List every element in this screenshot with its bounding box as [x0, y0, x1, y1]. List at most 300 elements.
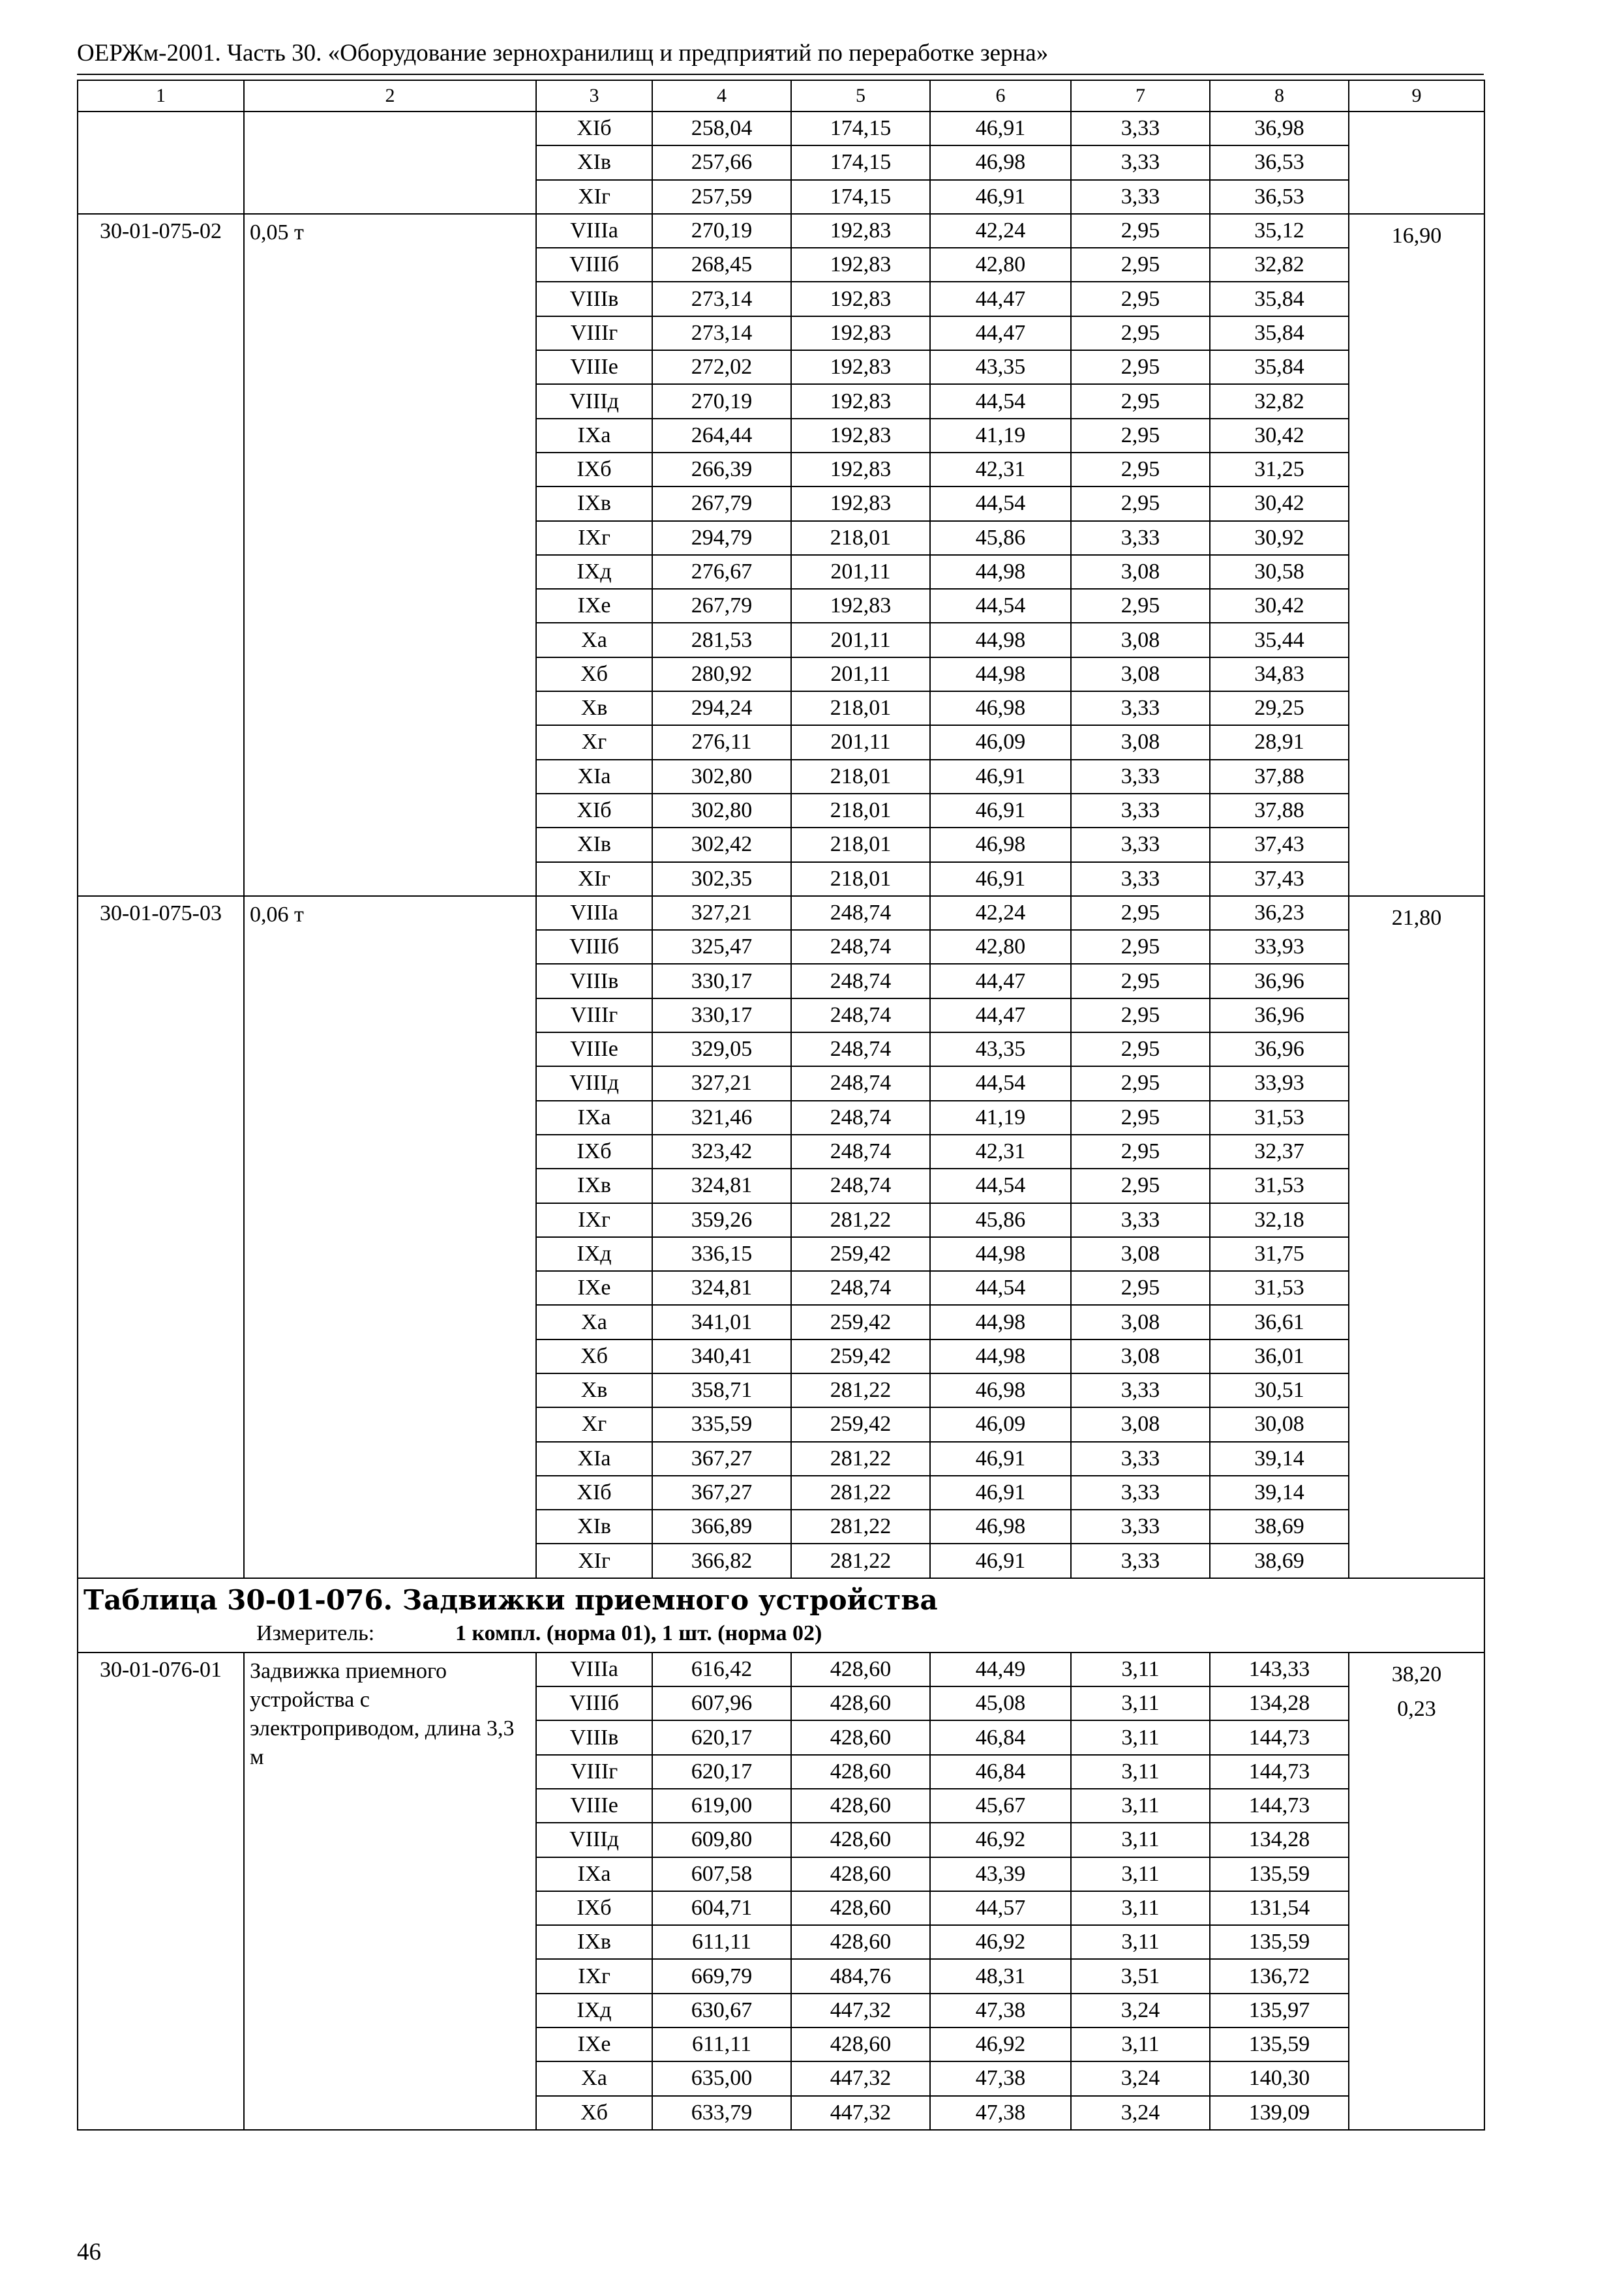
zone-cell: IXг: [536, 1203, 652, 1237]
value-cell: 3,11: [1071, 1720, 1210, 1754]
value-cell: 257,66: [652, 145, 791, 179]
value-cell: 280,92: [652, 657, 791, 691]
column-number: 4: [652, 80, 791, 112]
value-cell: 44,47: [930, 998, 1071, 1032]
zone-cell: VIIIб: [536, 930, 652, 964]
value-cell: 47,38: [930, 2096, 1071, 2130]
value-cell: 3,11: [1071, 1891, 1210, 1925]
value-cell: 44,57: [930, 1891, 1071, 1925]
value-cell: 2,95: [1071, 486, 1210, 520]
zone-cell: Xб: [536, 1339, 652, 1373]
value-cell: 44,54: [930, 589, 1071, 623]
value-cell: 218,01: [791, 862, 930, 896]
value-cell: 44,98: [930, 1237, 1071, 1271]
column-9-value: 21,80: [1391, 905, 1442, 930]
value-cell: 484,76: [791, 1959, 930, 1993]
value-cell: 329,05: [652, 1032, 791, 1066]
value-cell: 31,53: [1210, 1271, 1349, 1305]
value-cell: 42,31: [930, 453, 1071, 486]
value-cell: 32,82: [1210, 248, 1349, 282]
table-row: [78, 112, 1484, 145]
column-9-cell: [1349, 214, 1484, 896]
value-cell: 44,47: [930, 316, 1071, 350]
value-cell: 3,33: [1071, 1373, 1210, 1407]
value-cell: 327,21: [652, 896, 791, 930]
value-cell: 44,54: [930, 1271, 1071, 1305]
value-cell: 3,33: [1071, 1203, 1210, 1237]
value-cell: 3,33: [1071, 145, 1210, 179]
value-cell: 302,80: [652, 794, 791, 828]
value-cell: 192,83: [791, 589, 930, 623]
value-cell: 41,19: [930, 1101, 1071, 1135]
value-cell: 281,22: [791, 1373, 930, 1407]
value-cell: 281,53: [652, 623, 791, 657]
value-cell: 3,24: [1071, 1994, 1210, 2027]
value-cell: 30,92: [1210, 521, 1349, 555]
value-cell: 30,58: [1210, 555, 1349, 589]
value-cell: 281,22: [791, 1203, 930, 1237]
zone-cell: Xа: [536, 623, 652, 657]
value-cell: 609,80: [652, 1823, 791, 1857]
value-cell: 330,17: [652, 964, 791, 998]
value-cell: 218,01: [791, 794, 930, 828]
value-cell: 35,84: [1210, 316, 1349, 350]
value-cell: 192,83: [791, 384, 930, 418]
value-cell: 174,15: [791, 112, 930, 145]
value-cell: 201,11: [791, 623, 930, 657]
value-cell: 325,47: [652, 930, 791, 964]
page-number: 46: [77, 2239, 101, 2266]
value-cell: 248,74: [791, 998, 930, 1032]
value-cell: 174,15: [791, 180, 930, 214]
value-cell: 3,33: [1071, 521, 1210, 555]
value-cell: 330,17: [652, 998, 791, 1032]
value-cell: 2,95: [1071, 350, 1210, 384]
zone-cell: VIIIе: [536, 350, 652, 384]
value-cell: 44,54: [930, 486, 1071, 520]
running-header: ОЕРЖм-2001. Часть 30. «Оборудование зернохранилищ и предприятий по переработке зерна»: [77, 40, 1049, 67]
value-cell: 135,59: [1210, 2027, 1349, 2061]
zone-cell: XIб: [536, 794, 652, 828]
value-cell: 3,33: [1071, 760, 1210, 794]
value-cell: 3,33: [1071, 1442, 1210, 1476]
zone-cell: IXб: [536, 1891, 652, 1925]
value-cell: 428,60: [791, 1686, 930, 1720]
table-row: [78, 214, 1484, 248]
value-cell: 134,28: [1210, 1686, 1349, 1720]
value-cell: 46,91: [930, 862, 1071, 896]
table-title-cell: [78, 1578, 1484, 1653]
value-cell: 29,25: [1210, 691, 1349, 725]
value-cell: 46,92: [930, 2027, 1071, 2061]
value-cell: 35,84: [1210, 282, 1349, 316]
value-cell: 46,92: [930, 1925, 1071, 1959]
value-cell: 136,72: [1210, 1959, 1349, 1993]
zone-cell: VIIIб: [536, 1686, 652, 1720]
value-cell: 2,95: [1071, 384, 1210, 418]
value-cell: 46,92: [930, 1823, 1071, 1857]
value-cell: 44,54: [930, 1169, 1071, 1203]
table-title: Таблица 30-01-076. Задвижки приемного устройства: [83, 1583, 938, 1616]
value-cell: 46,91: [930, 1544, 1071, 1578]
value-cell: 38,69: [1210, 1544, 1349, 1578]
value-cell: 2,95: [1071, 589, 1210, 623]
value-cell: 31,75: [1210, 1237, 1349, 1271]
value-cell: 259,42: [791, 1237, 930, 1271]
value-cell: 46,91: [930, 1442, 1071, 1476]
value-cell: 46,91: [930, 794, 1071, 828]
value-cell: 268,45: [652, 248, 791, 282]
value-cell: 2,95: [1071, 964, 1210, 998]
value-cell: 248,74: [791, 1169, 930, 1203]
value-cell: 46,84: [930, 1755, 1071, 1789]
rates-table: [77, 80, 1485, 2131]
value-cell: 46,91: [930, 180, 1071, 214]
value-cell: 31,53: [1210, 1101, 1349, 1135]
norm-code-cell: 30-01-076-01: [78, 1653, 244, 2130]
value-cell: 143,33: [1210, 1653, 1349, 1686]
value-cell: 46,09: [930, 725, 1071, 759]
value-cell: 2,95: [1071, 453, 1210, 486]
value-cell: 620,17: [652, 1720, 791, 1754]
value-cell: 276,67: [652, 555, 791, 589]
norm-code-cell: 30-01-075-03: [78, 896, 244, 1578]
value-cell: 44,54: [930, 1066, 1071, 1100]
norm-name-cell: [244, 112, 536, 214]
value-cell: 46,84: [930, 1720, 1071, 1754]
value-cell: 45,86: [930, 1203, 1071, 1237]
column-numbers-row: [78, 80, 1484, 112]
value-cell: 144,73: [1210, 1720, 1349, 1754]
value-cell: 2,95: [1071, 419, 1210, 453]
zone-cell: VIIIв: [536, 282, 652, 316]
zone-cell: VIIIв: [536, 1720, 652, 1754]
value-cell: 46,91: [930, 760, 1071, 794]
column-number: 8: [1210, 80, 1349, 112]
value-cell: 3,08: [1071, 1407, 1210, 1441]
value-cell: 2,95: [1071, 1032, 1210, 1066]
value-cell: 302,80: [652, 760, 791, 794]
meter-label: Измеритель:: [256, 1621, 375, 1645]
zone-cell: IXд: [536, 555, 652, 589]
value-cell: 604,71: [652, 1891, 791, 1925]
value-cell: 428,60: [791, 1720, 930, 1754]
zone-cell: VIIIб: [536, 248, 652, 282]
value-cell: 46,98: [930, 691, 1071, 725]
value-cell: 324,81: [652, 1271, 791, 1305]
value-cell: 611,11: [652, 1925, 791, 1959]
zone-cell: XIг: [536, 862, 652, 896]
value-cell: 31,53: [1210, 1169, 1349, 1203]
value-cell: 43,39: [930, 1857, 1071, 1891]
value-cell: 36,53: [1210, 180, 1349, 214]
value-cell: 192,83: [791, 248, 930, 282]
value-cell: 248,74: [791, 1032, 930, 1066]
value-cell: 3,33: [1071, 1510, 1210, 1544]
value-cell: 294,79: [652, 521, 791, 555]
value-cell: 3,33: [1071, 1544, 1210, 1578]
value-cell: 30,42: [1210, 419, 1349, 453]
zone-cell: XIв: [536, 1510, 652, 1544]
norm-name-cell: 0,05 т: [244, 214, 536, 896]
value-cell: 248,74: [791, 964, 930, 998]
value-cell: 3,51: [1071, 1959, 1210, 1993]
norm-code-cell: 30-01-075-02: [78, 214, 244, 896]
value-cell: 36,96: [1210, 1032, 1349, 1066]
value-cell: 428,60: [791, 1857, 930, 1891]
value-cell: 48,31: [930, 1959, 1071, 1993]
zone-cell: XIа: [536, 1442, 652, 1476]
value-cell: 192,83: [791, 282, 930, 316]
value-cell: 635,00: [652, 2061, 791, 2095]
zone-cell: VIIIд: [536, 384, 652, 418]
value-cell: 248,74: [791, 930, 930, 964]
value-cell: 2,95: [1071, 214, 1210, 248]
zone-cell: IXв: [536, 1925, 652, 1959]
column-number: 6: [930, 80, 1071, 112]
value-cell: 248,74: [791, 1101, 930, 1135]
norm-name-cell: Задвижка приемного устройства с электроприводом, длина 3,3 м: [244, 1653, 536, 2130]
value-cell: 218,01: [791, 760, 930, 794]
value-cell: 3,33: [1071, 828, 1210, 861]
value-cell: 134,28: [1210, 1823, 1349, 1857]
zone-cell: Xг: [536, 1407, 652, 1441]
value-cell: 267,79: [652, 486, 791, 520]
value-cell: 3,33: [1071, 112, 1210, 145]
value-cell: 44,98: [930, 623, 1071, 657]
value-cell: 2,95: [1071, 248, 1210, 282]
value-cell: 36,98: [1210, 112, 1349, 145]
value-cell: 3,33: [1071, 691, 1210, 725]
column-number: 7: [1071, 80, 1210, 112]
meter-value: 1 компл. (норма 01), 1 шт. (норма 02): [455, 1621, 822, 1645]
value-cell: 358,71: [652, 1373, 791, 1407]
value-cell: 3,08: [1071, 555, 1210, 589]
zone-cell: XIа: [536, 760, 652, 794]
value-cell: 3,11: [1071, 1925, 1210, 1959]
value-cell: 302,42: [652, 828, 791, 861]
value-cell: 37,43: [1210, 862, 1349, 896]
value-cell: 2,95: [1071, 1101, 1210, 1135]
column-9-cell: [1349, 1653, 1484, 2130]
value-cell: 341,01: [652, 1305, 791, 1339]
value-cell: 192,83: [791, 350, 930, 384]
value-cell: 42,31: [930, 1135, 1071, 1169]
value-cell: 321,46: [652, 1101, 791, 1135]
zone-cell: Xб: [536, 2096, 652, 2130]
value-cell: 218,01: [791, 828, 930, 861]
value-cell: 46,91: [930, 112, 1071, 145]
value-cell: 35,44: [1210, 623, 1349, 657]
value-cell: 45,08: [930, 1686, 1071, 1720]
value-cell: 2,95: [1071, 1066, 1210, 1100]
value-cell: 192,83: [791, 453, 930, 486]
column-number: 9: [1349, 80, 1484, 112]
value-cell: 2,95: [1071, 1135, 1210, 1169]
zone-cell: IXе: [536, 1271, 652, 1305]
value-cell: 41,19: [930, 419, 1071, 453]
value-cell: 46,98: [930, 145, 1071, 179]
value-cell: 428,60: [791, 1653, 930, 1686]
value-cell: 366,82: [652, 1544, 791, 1578]
value-cell: 3,11: [1071, 1789, 1210, 1823]
zone-cell: VIIIе: [536, 1032, 652, 1066]
value-cell: 43,35: [930, 1032, 1071, 1066]
value-cell: 47,38: [930, 2061, 1071, 2095]
value-cell: 201,11: [791, 657, 930, 691]
value-cell: 45,67: [930, 1789, 1071, 1823]
column-9-value: 0,23: [1397, 1696, 1436, 1721]
value-cell: 37,88: [1210, 760, 1349, 794]
value-cell: 324,81: [652, 1169, 791, 1203]
value-cell: 633,79: [652, 2096, 791, 2130]
table-row: [78, 1653, 1484, 1686]
value-cell: 34,83: [1210, 657, 1349, 691]
value-cell: 259,42: [791, 1339, 930, 1373]
value-cell: 281,22: [791, 1510, 930, 1544]
value-cell: 44,47: [930, 282, 1071, 316]
value-cell: 174,15: [791, 145, 930, 179]
value-cell: 33,93: [1210, 1066, 1349, 1100]
value-cell: 281,22: [791, 1476, 930, 1510]
value-cell: 428,60: [791, 1925, 930, 1959]
zone-cell: Xв: [536, 691, 652, 725]
zone-cell: VIIIг: [536, 316, 652, 350]
value-cell: 46,91: [930, 1476, 1071, 1510]
value-cell: 28,91: [1210, 725, 1349, 759]
value-cell: 140,30: [1210, 2061, 1349, 2095]
value-cell: 257,59: [652, 180, 791, 214]
value-cell: 428,60: [791, 1789, 930, 1823]
value-cell: 135,59: [1210, 1925, 1349, 1959]
value-cell: 42,24: [930, 896, 1071, 930]
zone-cell: IXд: [536, 1237, 652, 1271]
value-cell: 281,22: [791, 1544, 930, 1578]
column-number: 2: [244, 80, 536, 112]
value-cell: 2,95: [1071, 998, 1210, 1032]
value-cell: 248,74: [791, 896, 930, 930]
zone-cell: VIIIв: [536, 964, 652, 998]
value-cell: 266,39: [652, 453, 791, 486]
value-cell: 144,73: [1210, 1755, 1349, 1789]
value-cell: 323,42: [652, 1135, 791, 1169]
zone-cell: XIб: [536, 1476, 652, 1510]
zone-cell: Xб: [536, 657, 652, 691]
value-cell: 30,51: [1210, 1373, 1349, 1407]
value-cell: 139,09: [1210, 2096, 1349, 2130]
zone-cell: IXа: [536, 419, 652, 453]
value-cell: 259,42: [791, 1305, 930, 1339]
value-cell: 201,11: [791, 725, 930, 759]
value-cell: 272,02: [652, 350, 791, 384]
value-cell: 42,24: [930, 214, 1071, 248]
value-cell: 3,08: [1071, 1237, 1210, 1271]
zone-cell: VIIIд: [536, 1823, 652, 1857]
value-cell: 3,33: [1071, 862, 1210, 896]
zone-cell: IXв: [536, 1169, 652, 1203]
column-number: 5: [791, 80, 930, 112]
zone-cell: IXб: [536, 453, 652, 486]
value-cell: 135,97: [1210, 1994, 1349, 2027]
value-cell: 44,98: [930, 657, 1071, 691]
zone-cell: Xг: [536, 725, 652, 759]
value-cell: 39,14: [1210, 1476, 1349, 1510]
zone-cell: VIIIа: [536, 214, 652, 248]
value-cell: 192,83: [791, 214, 930, 248]
value-cell: 367,27: [652, 1442, 791, 1476]
zone-cell: VIIIе: [536, 1789, 652, 1823]
value-cell: 36,23: [1210, 896, 1349, 930]
value-cell: 218,01: [791, 691, 930, 725]
value-cell: 35,12: [1210, 214, 1349, 248]
value-cell: 46,98: [930, 1373, 1071, 1407]
meter-line: [83, 1619, 1477, 1649]
value-cell: 2,95: [1071, 896, 1210, 930]
value-cell: 44,98: [930, 555, 1071, 589]
zone-cell: Xа: [536, 2061, 652, 2095]
value-cell: 367,27: [652, 1476, 791, 1510]
norm-name-cell: 0,06 т: [244, 896, 536, 1578]
value-cell: 135,59: [1210, 1857, 1349, 1891]
value-cell: 276,11: [652, 725, 791, 759]
value-cell: 192,83: [791, 419, 930, 453]
table-row: [78, 896, 1484, 930]
value-cell: 620,17: [652, 1755, 791, 1789]
value-cell: 39,14: [1210, 1442, 1349, 1476]
value-cell: 42,80: [930, 248, 1071, 282]
value-cell: 3,11: [1071, 1686, 1210, 1720]
value-cell: 2,95: [1071, 282, 1210, 316]
value-cell: 44,47: [930, 964, 1071, 998]
value-cell: 248,74: [791, 1271, 930, 1305]
value-cell: 35,84: [1210, 350, 1349, 384]
value-cell: 32,82: [1210, 384, 1349, 418]
value-cell: 30,42: [1210, 486, 1349, 520]
value-cell: 3,08: [1071, 725, 1210, 759]
value-cell: 447,32: [791, 2096, 930, 2130]
zone-cell: XIв: [536, 828, 652, 861]
value-cell: 201,11: [791, 555, 930, 589]
value-cell: 428,60: [791, 1823, 930, 1857]
value-cell: 259,42: [791, 1407, 930, 1441]
norm-code-cell: [78, 112, 244, 214]
value-cell: 3,08: [1071, 1339, 1210, 1373]
value-cell: 248,74: [791, 1135, 930, 1169]
value-cell: 302,35: [652, 862, 791, 896]
value-cell: 607,96: [652, 1686, 791, 1720]
value-cell: 44,54: [930, 384, 1071, 418]
zone-cell: VIIIа: [536, 896, 652, 930]
value-cell: 3,24: [1071, 2096, 1210, 2130]
zone-cell: VIIIг: [536, 998, 652, 1032]
value-cell: 273,14: [652, 316, 791, 350]
value-cell: 336,15: [652, 1237, 791, 1271]
value-cell: 32,18: [1210, 1203, 1349, 1237]
value-cell: 2,95: [1071, 1271, 1210, 1305]
value-cell: 447,32: [791, 1994, 930, 2027]
value-cell: 37,43: [1210, 828, 1349, 861]
value-cell: 30,08: [1210, 1407, 1349, 1441]
zone-cell: IXа: [536, 1101, 652, 1135]
value-cell: 428,60: [791, 1891, 930, 1925]
value-cell: 3,11: [1071, 1755, 1210, 1789]
value-cell: 31,25: [1210, 453, 1349, 486]
value-cell: 267,79: [652, 589, 791, 623]
zone-cell: IXд: [536, 1994, 652, 2027]
value-cell: 36,53: [1210, 145, 1349, 179]
value-cell: 294,24: [652, 691, 791, 725]
value-cell: 335,59: [652, 1407, 791, 1441]
